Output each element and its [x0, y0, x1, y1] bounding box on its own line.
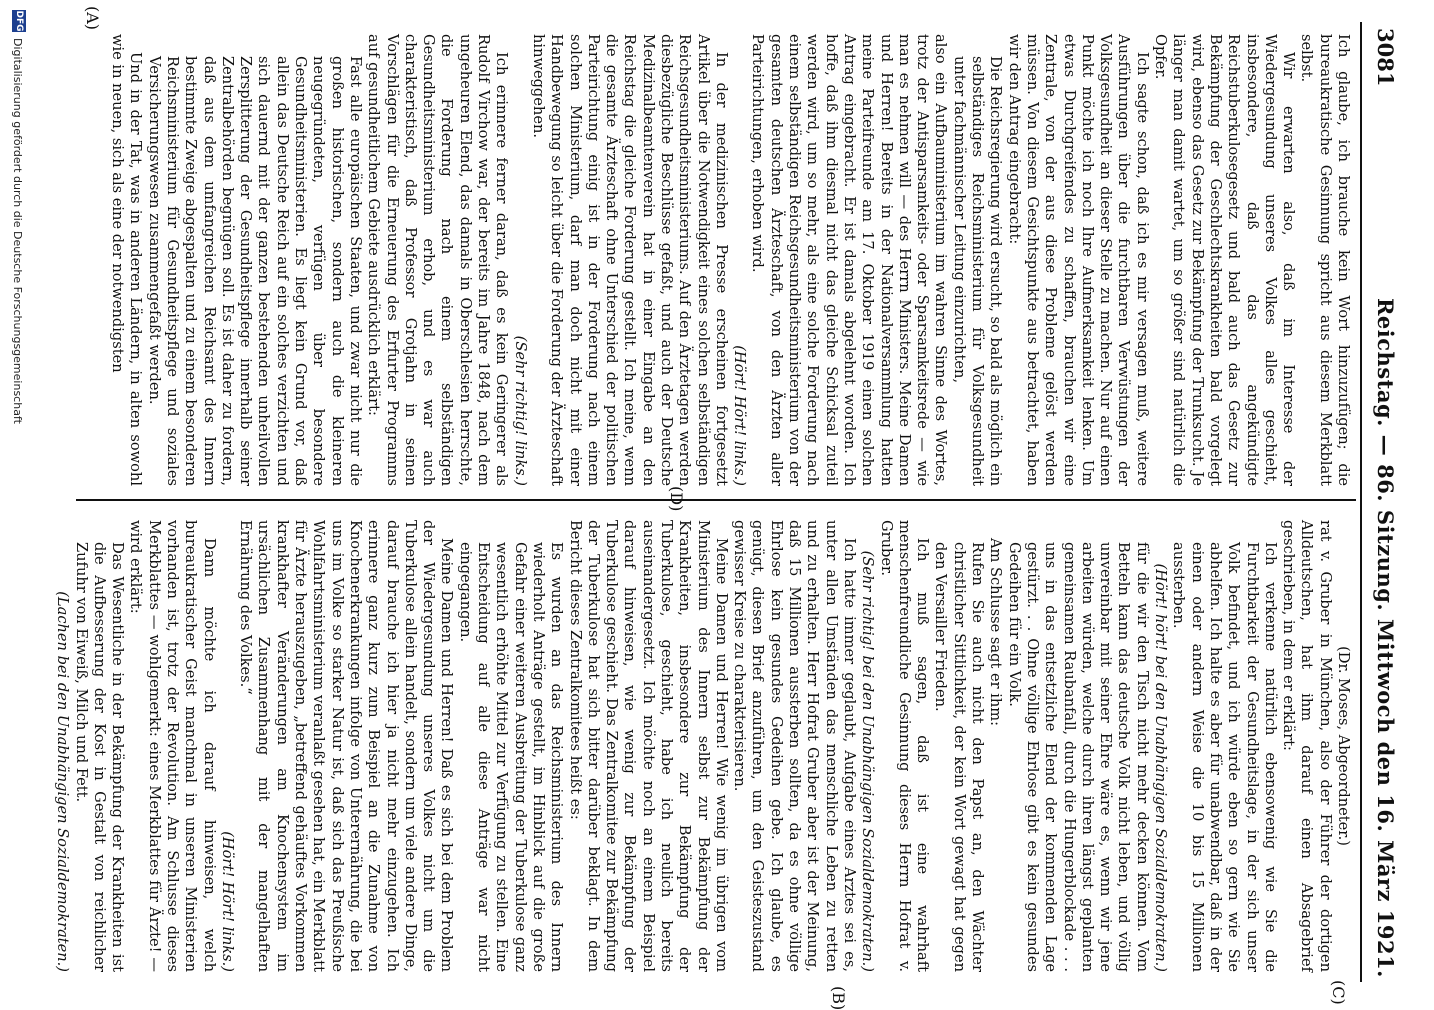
paragraph: Ich sagte schon, daß ich es mir versagen muß, weitere Ausführungen über die furchtbaren Verwüstungen der Volksgesundheit an dieser Stelle zu machen. Nur auf einen Punkt möchte ich noch Ihre Aufmerksamkeit lenken. Um etwas Durchgreifendes zu schaffen, brauchen wir eine Zentrale, von der aus diese Probleme gelöst werden müssen. Von diesem Gesichtspunkte aus betrachtet, haben wir den Antrag eingebracht:: [1005, 34, 1151, 486]
interjection: (Sehr richtig! links.): [511, 335, 529, 486]
quoted-passage: für die wir den Tisch nicht mehr decken können. Vom Betteln kann das deutsche Volk nicht leben, und völlig unvereinbar mit seiner Ehre wäre es, wenn wir jene arbeiten würden, welche durch ihren längst geplanten gemeinsamen Raubanfall, durch die Hungerblockade . . . uns in das entsetzliche Elend der kommenden Lage gestürzt. . . Ohne völlige Ehrlose gibt es kein gesundes Gedeihen für ein Volk.: [1005, 542, 1151, 972]
dfg-logo: DFG: [14, 10, 24, 32]
quoted-passage: Fast alle europäischen Staaten, und zwar nicht nur die großen historischen, sondern auch die kleineren neugegründeten, verfügen über besondere Gesundheitsministerien. Es liegt kein Grund vor, daß allein das Deutsche Reich auf ein solches verzichten und sich dauernd mit der ganzen bestehenden unheilvollen Zersplitterung der Gesundheitspflege innerhalb seiner Zentralbehörden begnügen soll. Es ist daher zu fordern, daß aus dem umfangreichen Reichsamt des Innern bestimmte Zweige abgespalten und zu einem besonderen Reichsministerium für Gesundheitspflege und soziales Versicherungswesen zusammengefaßt werden.: [145, 56, 364, 486]
left-text-column: [62, 34, 1352, 486]
paragraph: Ich erinnere ferner daran, daß es kein Geringerer als Rudolf Virchow war, der bereits im Jahre 1848, nach dem ungeheuren Elend, das damals in Oberschlesien herrschte, die Forderung nach einem selbständigen Gesundheitsministerium erhob, und es war auch charakteristisch, daß Professor Grotjahn in seinen Vorschlägen für die Erneuerung des Erfurter Programms auf gesundheitlichem Gebiete ausdrücklich erklärt:: [365, 34, 511, 486]
speaker-attribution: (Dr. Moses, Abgeordneter.): [1335, 646, 1352, 846]
digitization-credit: [11, 10, 24, 950]
column-divider: [76, 499, 1356, 501]
paragraph: Dann möchte ich darauf hinweisen, welch bureaukratischer Geist manchmal in unseren Ministerien vorhanden ist, trotz der Revolution. Am Schlusse dieses Merkblattes — wohlgemerkt: eines Merkblattes für Ärzte! — wird erklärt:: [127, 520, 218, 972]
paragraph: In der medizinischen Presse erscheinen fortgesetzt Artikel über die Notwendigkeit eines solchen selbständigen Reichsgesundheitsministeriums. Auf den Ärztetagen werden diesbezügliche Beschlüsse gefaßt, und auch der Deutsche Medizinalbeamtenverein hat in einer Eingabe an den Reichstag die gleiche Forderung gestellt. Ich meine, wenn die gesamte Ärzteschaft ohne Unterschied der politischen Parteirichtung einig ist in der Forderung nach einem solchen Ministerium, darf man doch nicht mit einer Handbewegung so leicht über die Forderung der Ärzteschaft hinweggehen.: [529, 34, 730, 486]
paragraph: Meine Damen und Herren! Wie wenig im übrigen vom Ministerium des Innern selbst zur Bekämpfung der Krankheiten, insbesondere zur Bekämpfung der Tuberkulose, geschieht, habe ich neulich bereits auseinandergesetzt. Ich möchte noch an einem Beispiel darauf hinweisen, wie wenig zur Bekämpfung der Tuberkulose geschieht. Das Zentralkomitee zur Bekämpfung der Tuberkulose hat sich bitter darüber beklagt. In dem Bericht dieses Zentralkomitees heißt es:: [566, 520, 730, 972]
interjection: (Hört! Hört! links.): [218, 831, 236, 972]
quoted-passage: Es wurden an das Reichsministerium des Innern wiederholt Anträge gestellt, im Hinblick auf die große Gefahr einer weiteren Ausbreitung der Tuberkulose ganz wesentlich erhöhte Mittel zur Verfügung zu stellen. Eine Entscheidung auf alle diese Anträge war nicht eingegangen.: [456, 542, 566, 972]
margin-mark-b: (B): [829, 986, 848, 1010]
running-head: Reichstag. — 86. Sitzung. Mittwoch den 16. März 1921.: [1373, 297, 1399, 978]
paragraph: Wir erwarten also, daß im Interesse der Wiedergesundung unseres Volkes alles geschieht, insbesondere, daß das angekündigte Reichstuberkulosegesetz und bald auch das Gesetz zur Bekämpfung der Geschlechtskrankheiten bald vorgelegt wird, ebenso das Gesetz zur Bekämpfung der Trunksucht. Je länger man damit wartet, um so größer sind natürlich die Opfer.: [1152, 34, 1298, 486]
paragraph: Ich glaube, ich brauche kein Wort hinzuzufügen; die bureaukratische Gesinnung spricht aus diesem Merkblatt selbst.: [1298, 34, 1352, 486]
interjection: (Sehr richtig! bei den Unabhängigen Sozialdemokraten.): [859, 550, 877, 972]
right-text-column: [54, 520, 1352, 972]
quoted-motion: Die Reichsregierung wird ersucht, so bald als möglich ein selbständiges Reichsministerium für Volksgesundheit unter fachmännischer Leitung einzurichten,: [950, 56, 1005, 486]
credit-text: Digitalisierung gefördert durch die Deutsche Forschungsgemeinschaft: [11, 38, 24, 424]
paragraph: Am Schlusse sagt er ihm:: [987, 538, 1005, 727]
paragraph: Ich hatte immer geglaubt, Aufgabe eines Arztes sei es, unter allen Umständen das menschliche Leben zu retten und zu erhalten. Herr Hofrat Gruber aber ist der Meinung, daß 15 Millionen aussterben sollten, da es ohne völlige Ehrlose kein gesundes Gedeihen gebe. Ich glaube, es genügt, diesen Brief anzuführen, um den Geisteszustand gewisser Kreise zu charakterisieren.: [731, 520, 858, 972]
quoted-passage: Rufen Sie auch nicht den Papst an, den Wächter christlicher Sittlichkeit, der kein Wort gewagt hat gegen den Versailler Frieden.: [932, 542, 987, 972]
paragraph: Meine Damen und Herren! Daß es sich bei dem Problem der Wiedergesundung unseres Volkes nicht um die Tuberkulose allein handelt, sondern um viele andere Dinge, darauf brauche ich hier ja nicht mehr einzugehen. Ich erinnere ganz kurz zum Beispiel an die Zunahme von Knochenerkrankungen infolge von Unterernährung, die bei uns im Volke so starker Natur ist, daß sich das Preußische Wohlfahrtsministerium veranlaßt gesehen hat, ein Merkblatt für Ärzte herauszugeben, „betreffend gehäuftes Vorkommen krankhafter Veränderungen am Knochensystem im ursächlichen Zusammenhang mit der mangelhaften Ernährung des Volkes.“: [237, 520, 456, 972]
margin-mark-d: (D): [667, 486, 686, 512]
interjection: (Lachen bei den Unabhängigen Sozialdemokraten.): [54, 591, 72, 972]
margin-mark-c: (C): [1329, 980, 1348, 1005]
interjection: (Hört! hört! bei den Unabhängigen Sozialdemokraten.): [1152, 563, 1170, 972]
interjection: (Hört! Hört! links.): [731, 345, 749, 486]
quoted-passage: Ich verkenne natürlich ebensowenig wie Sie die Furchtbarkeit der Gesundheitslage, in der sich unser Volk befindet, und ich würde eben so gern wie Sie abhelfen. Ich halte es aber für unabwendbar, daß in der einen oder andern Weise die 10 bis 15 Millionen aussterben.: [1170, 542, 1279, 972]
paragraph: Und in der Tat, was in anderen Ländern, in alten sowohl wie in neuen, sich als eine der notwendigsten: [109, 34, 145, 486]
page-header: [1366, 28, 1406, 978]
paragraph: rat v. Gruber in München, also der Führer der dortigen Alldeutschen, hat ihm darauf einen Absagebrief geschrieben, in dem er erklärt:: [1280, 520, 1334, 972]
margin-mark-a: (A): [83, 6, 102, 31]
paragraph: also ein Aufbauministerium im wahren Sinne des Wortes, trotz der Antisparsamkeits- oder Sparsamkeitsrede — wie man es nehmen will — des Herrn Ministers. Meine Damen und Herren! Bereits in der Nationalversammlung hatten meine Parteifreunde am 17. Oktober 1919 einen solchen Antrag eingebracht. Er ist damals abgelehnt worden. Ich hoffe, daß ihm diesmal nicht das gleiche Schicksal zuteil werden wird, um so mehr, als eine solche Forderung nach einem selbständigen Reichsgesundheitsministerium von der gesamten deutschen Ärzteschaft, von den Ärzten aller Parteirichtungen, erhoben wird.: [749, 34, 950, 486]
quoted-passage: Das Wesentliche in der Bekämpfung der Krankheiten ist die Aufbesserung der Kost in Gestalt von reichlicher Zufuhr von Eiweiß, Milch und Fett.: [72, 542, 127, 972]
paragraph: Ich muß sagen, daß ist eine wahrhaft menschenfreundliche Gesinnung dieses Herrn Hofrat v. Gruber.: [877, 520, 932, 972]
header-rule: [1360, 22, 1362, 982]
page-number: 3081: [1373, 28, 1399, 87]
